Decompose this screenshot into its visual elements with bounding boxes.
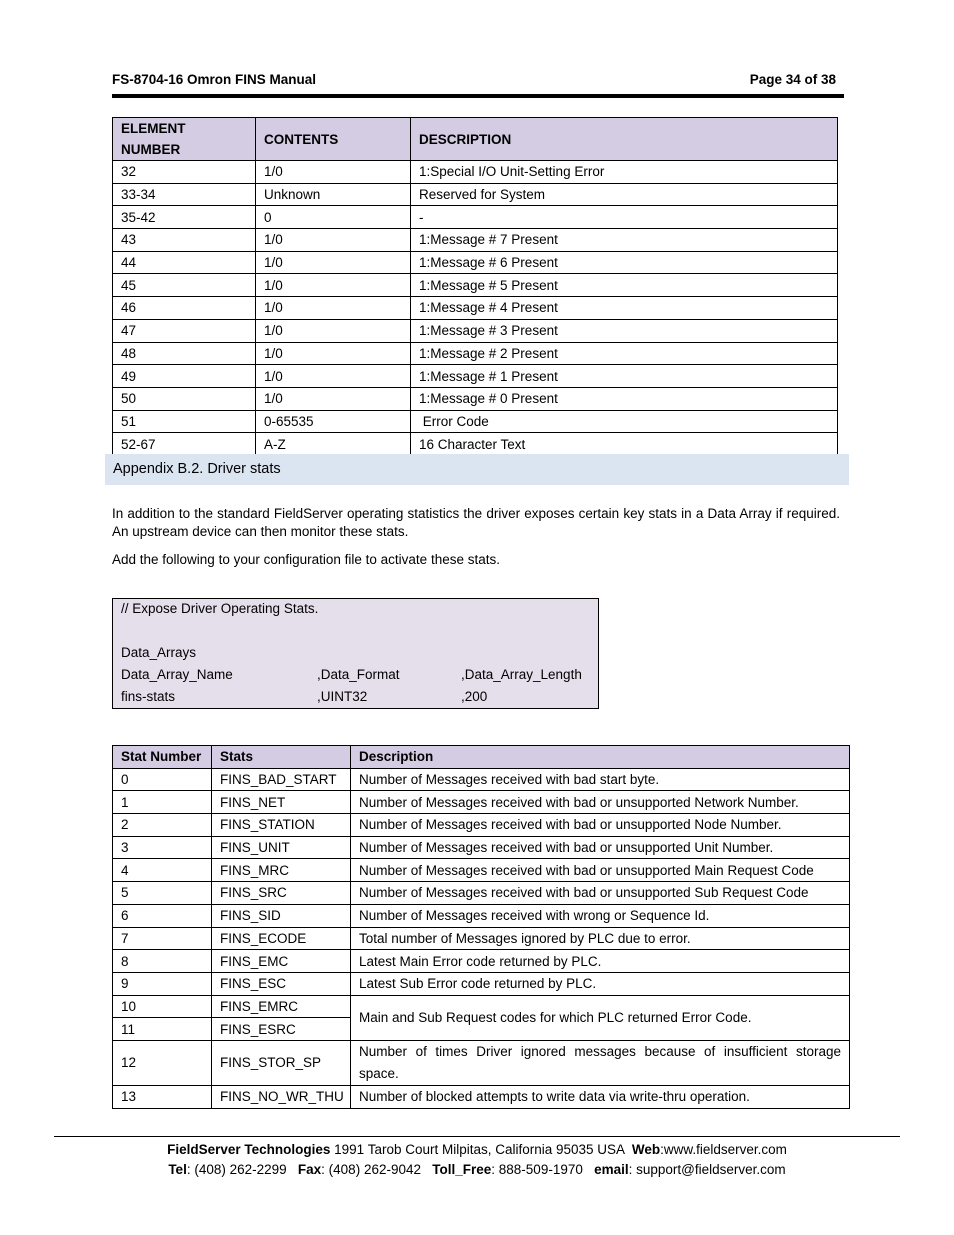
stat-name-cell: FINS_MRC	[212, 859, 351, 882]
element-number-cell: 43	[113, 229, 256, 252]
table-row	[113, 206, 838, 229]
code-row-line	[121, 687, 591, 707]
stat-description-cell: Latest Sub Error code returned by PLC.	[351, 972, 850, 995]
element-number-cell: 35-42	[113, 206, 256, 229]
stat-description-cell: Number of blocked attempts to write data via write-thru operation.	[351, 1085, 850, 1108]
stats-table	[112, 745, 850, 1109]
stat-name-cell: FINS_SID	[212, 904, 351, 927]
footer-email: : support@fieldserver.com	[628, 1162, 786, 1177]
contents-cell: 1/0	[256, 229, 411, 252]
stat-number-cell: 1	[113, 791, 212, 814]
contents-cell: 0	[256, 206, 411, 229]
contents-cell: 1/0	[256, 387, 411, 410]
contents-cell: 1/0	[256, 251, 411, 274]
footer-line-1	[0, 1140, 954, 1160]
footer-address: 1991 Tarob Court Milpitas, California 95035 USA	[330, 1142, 632, 1157]
stat-description-cell: Number of Messages received with bad start byte.	[351, 768, 850, 791]
stat-description-cell: Number of Messages received with bad or unsupported Sub Request Code	[351, 882, 850, 905]
stat-number-cell: 3	[113, 836, 212, 859]
description-cell: 1:Message # 5 Present	[411, 274, 838, 297]
code-header-line	[121, 665, 591, 685]
table-row	[113, 972, 850, 995]
footer-web-label: Web	[631, 1142, 661, 1157]
element-number-cell: 32	[113, 161, 256, 184]
stat-number-cell: 4	[113, 859, 212, 882]
contents-cell: 1/0	[256, 342, 411, 365]
column-header: Stats	[212, 746, 351, 769]
table-row	[113, 1085, 850, 1108]
element-number-cell: 52-67	[113, 433, 256, 456]
header-rule	[112, 94, 844, 98]
column-header: DESCRIPTION	[411, 118, 838, 161]
table-header-row	[113, 746, 850, 769]
description-cell: Reserved for System	[411, 183, 838, 206]
table-header-row	[113, 118, 838, 161]
document-title: FS-8704-16 Omron FINS Manual	[112, 72, 317, 87]
stat-description-cell: Number of Messages received with bad or unsupported Node Number.	[351, 814, 850, 837]
code-section: Data_Arrays	[121, 645, 197, 660]
config-code-block	[112, 598, 599, 709]
contents-cell: 1/0	[256, 319, 411, 342]
footer-company: FieldServer Technologies	[167, 1142, 331, 1157]
section-heading	[105, 454, 849, 485]
code-col-name: Data_Array_Name	[121, 667, 233, 682]
description-cell: 1:Message # 6 Present	[411, 251, 838, 274]
contents-cell: 1/0	[256, 161, 411, 184]
stat-name-cell: FINS_EMC	[212, 950, 351, 973]
stat-number-cell: 8	[113, 950, 212, 973]
stat-name-cell: FINS_NO_WR_THU	[212, 1085, 351, 1108]
description-cell: 1:Message # 3 Present	[411, 319, 838, 342]
element-number-cell: 51	[113, 410, 256, 433]
stat-name-cell: FINS_STATION	[212, 814, 351, 837]
stat-name-cell: FINS_NET	[212, 791, 351, 814]
element-number-cell: 46	[113, 297, 256, 320]
stat-description-cell: Main and Sub Request codes for which PLC returned Error Code.	[351, 995, 850, 1040]
footer-rule	[54, 1136, 900, 1137]
stat-number-cell: 10	[113, 995, 212, 1018]
element-number-cell: 50	[113, 387, 256, 410]
contents-cell: 1/0	[256, 274, 411, 297]
stat-name-cell: FINS_EMRC	[212, 995, 351, 1018]
stat-name-cell: FINS_UNIT	[212, 836, 351, 859]
instruction-paragraph: Add the following to your configuration file to activate these stats.	[112, 552, 500, 567]
code-comment: // Expose Driver Operating Stats.	[121, 601, 319, 616]
table-row	[113, 319, 838, 342]
table-row	[113, 814, 850, 837]
stat-description-cell: Latest Main Error code returned by PLC.	[351, 950, 850, 973]
contents-cell: 0-65535	[256, 410, 411, 433]
table-row	[113, 274, 838, 297]
stat-description-cell: Total number of Messages ignored by PLC due to error.	[351, 927, 850, 950]
footer-fax: : (408) 262-9042	[321, 1162, 433, 1177]
table-row	[113, 297, 838, 320]
table-row	[113, 387, 838, 410]
description-cell: 1:Message # 4 Present	[411, 297, 838, 320]
element-number-cell: 49	[113, 365, 256, 388]
code-val-format: ,UINT32	[317, 689, 368, 704]
table-row	[113, 433, 838, 456]
table-row	[113, 251, 838, 274]
contents-cell: 1/0	[256, 365, 411, 388]
stat-name-cell: FINS_BAD_START	[212, 768, 351, 791]
stat-number-cell: 12	[113, 1040, 212, 1085]
column-header: CONTENTS	[256, 118, 411, 161]
table-row	[113, 161, 838, 184]
stat-number-cell: 0	[113, 768, 212, 791]
table-row	[113, 342, 838, 365]
stat-description-cell: Number of Messages received with bad or unsupported Unit Number.	[351, 836, 850, 859]
page-number: Page 34 of 38	[749, 72, 836, 87]
stat-description-cell: Number of times Driver ignored messages because of insufficient storage space.	[351, 1040, 850, 1085]
stat-number-cell: 5	[113, 882, 212, 905]
code-val-length: ,200	[461, 689, 488, 704]
element-number-cell: 47	[113, 319, 256, 342]
stat-name-cell: FINS_ECODE	[212, 927, 351, 950]
stat-number-cell: 6	[113, 904, 212, 927]
element-number-cell: 45	[113, 274, 256, 297]
table-row	[113, 410, 838, 433]
table-row	[113, 183, 838, 206]
element-number-cell: 33-34	[113, 183, 256, 206]
code-col-length: ,Data_Array_Length	[461, 667, 582, 682]
footer-tollfree: : 888-509-1970	[491, 1162, 595, 1177]
contents-cell: 1/0	[256, 297, 411, 320]
table-row	[113, 791, 850, 814]
stat-number-cell: 11	[113, 1018, 212, 1041]
intro-paragraph: In addition to the standard FieldServer operating statistics the driver exposes certain key stats in a Data Array if required. An upstream device can then monitor these stats.	[112, 506, 840, 539]
table-row	[113, 927, 850, 950]
stat-number-cell: 2	[113, 814, 212, 837]
element-number-cell: 44	[113, 251, 256, 274]
stat-number-cell: 9	[113, 972, 212, 995]
description-cell: -	[411, 206, 838, 229]
element-table	[112, 117, 838, 456]
table-row	[113, 768, 850, 791]
table-row	[113, 1040, 850, 1085]
description-cell: 16 Character Text	[411, 433, 838, 456]
footer-web: :www.fieldserver.com	[660, 1142, 787, 1157]
contents-cell: Unknown	[256, 183, 411, 206]
footer-fax-label: Fax	[297, 1162, 322, 1177]
footer-email-label: email	[594, 1162, 629, 1177]
description-cell: 1:Special I/O Unit-Setting Error	[411, 161, 838, 184]
stat-description-cell: Number of Messages received with bad or unsupported Main Request Code	[351, 859, 850, 882]
description-cell: 1:Message # 2 Present	[411, 342, 838, 365]
footer-tel-label: Tel	[168, 1162, 187, 1177]
stat-name-cell: FINS_STOR_SP	[212, 1040, 351, 1085]
table-row	[113, 882, 850, 905]
column-header: ELEMENT NUMBER	[113, 118, 256, 161]
table-row	[113, 859, 850, 882]
stat-name-cell: FINS_ESC	[212, 972, 351, 995]
description-cell: 1:Message # 0 Present	[411, 387, 838, 410]
column-header: Description	[351, 746, 850, 769]
description-cell: 1:Message # 1 Present	[411, 365, 838, 388]
code-col-format: ,Data_Format	[317, 667, 400, 682]
footer-tollfree-label: Toll_Free	[432, 1162, 492, 1177]
stat-name-cell: FINS_SRC	[212, 882, 351, 905]
element-number-cell: 48	[113, 342, 256, 365]
footer-tel: : (408) 262-2299	[186, 1162, 298, 1177]
stat-name-cell: FINS_ESRC	[212, 1018, 351, 1041]
column-header: Stat Number	[113, 746, 212, 769]
stat-description-cell: Number of Messages received with wrong or Sequence Id.	[351, 904, 850, 927]
table-row	[113, 229, 838, 252]
stat-number-cell: 7	[113, 927, 212, 950]
table-row	[113, 836, 850, 859]
section-title: Appendix B.2. Driver stats	[113, 461, 281, 477]
table-row	[113, 950, 850, 973]
description-cell: 1:Message # 7 Present	[411, 229, 838, 252]
table-row	[113, 365, 838, 388]
footer-line-2	[0, 1160, 954, 1180]
table-row	[113, 904, 850, 927]
stat-description-cell: Number of Messages received with bad or unsupported Network Number.	[351, 791, 850, 814]
description-cell: Error Code	[411, 410, 838, 433]
contents-cell: A-Z	[256, 433, 411, 456]
stat-number-cell: 13	[113, 1085, 212, 1108]
code-val-name: fins-stats	[121, 689, 176, 704]
table-row	[113, 995, 850, 1018]
